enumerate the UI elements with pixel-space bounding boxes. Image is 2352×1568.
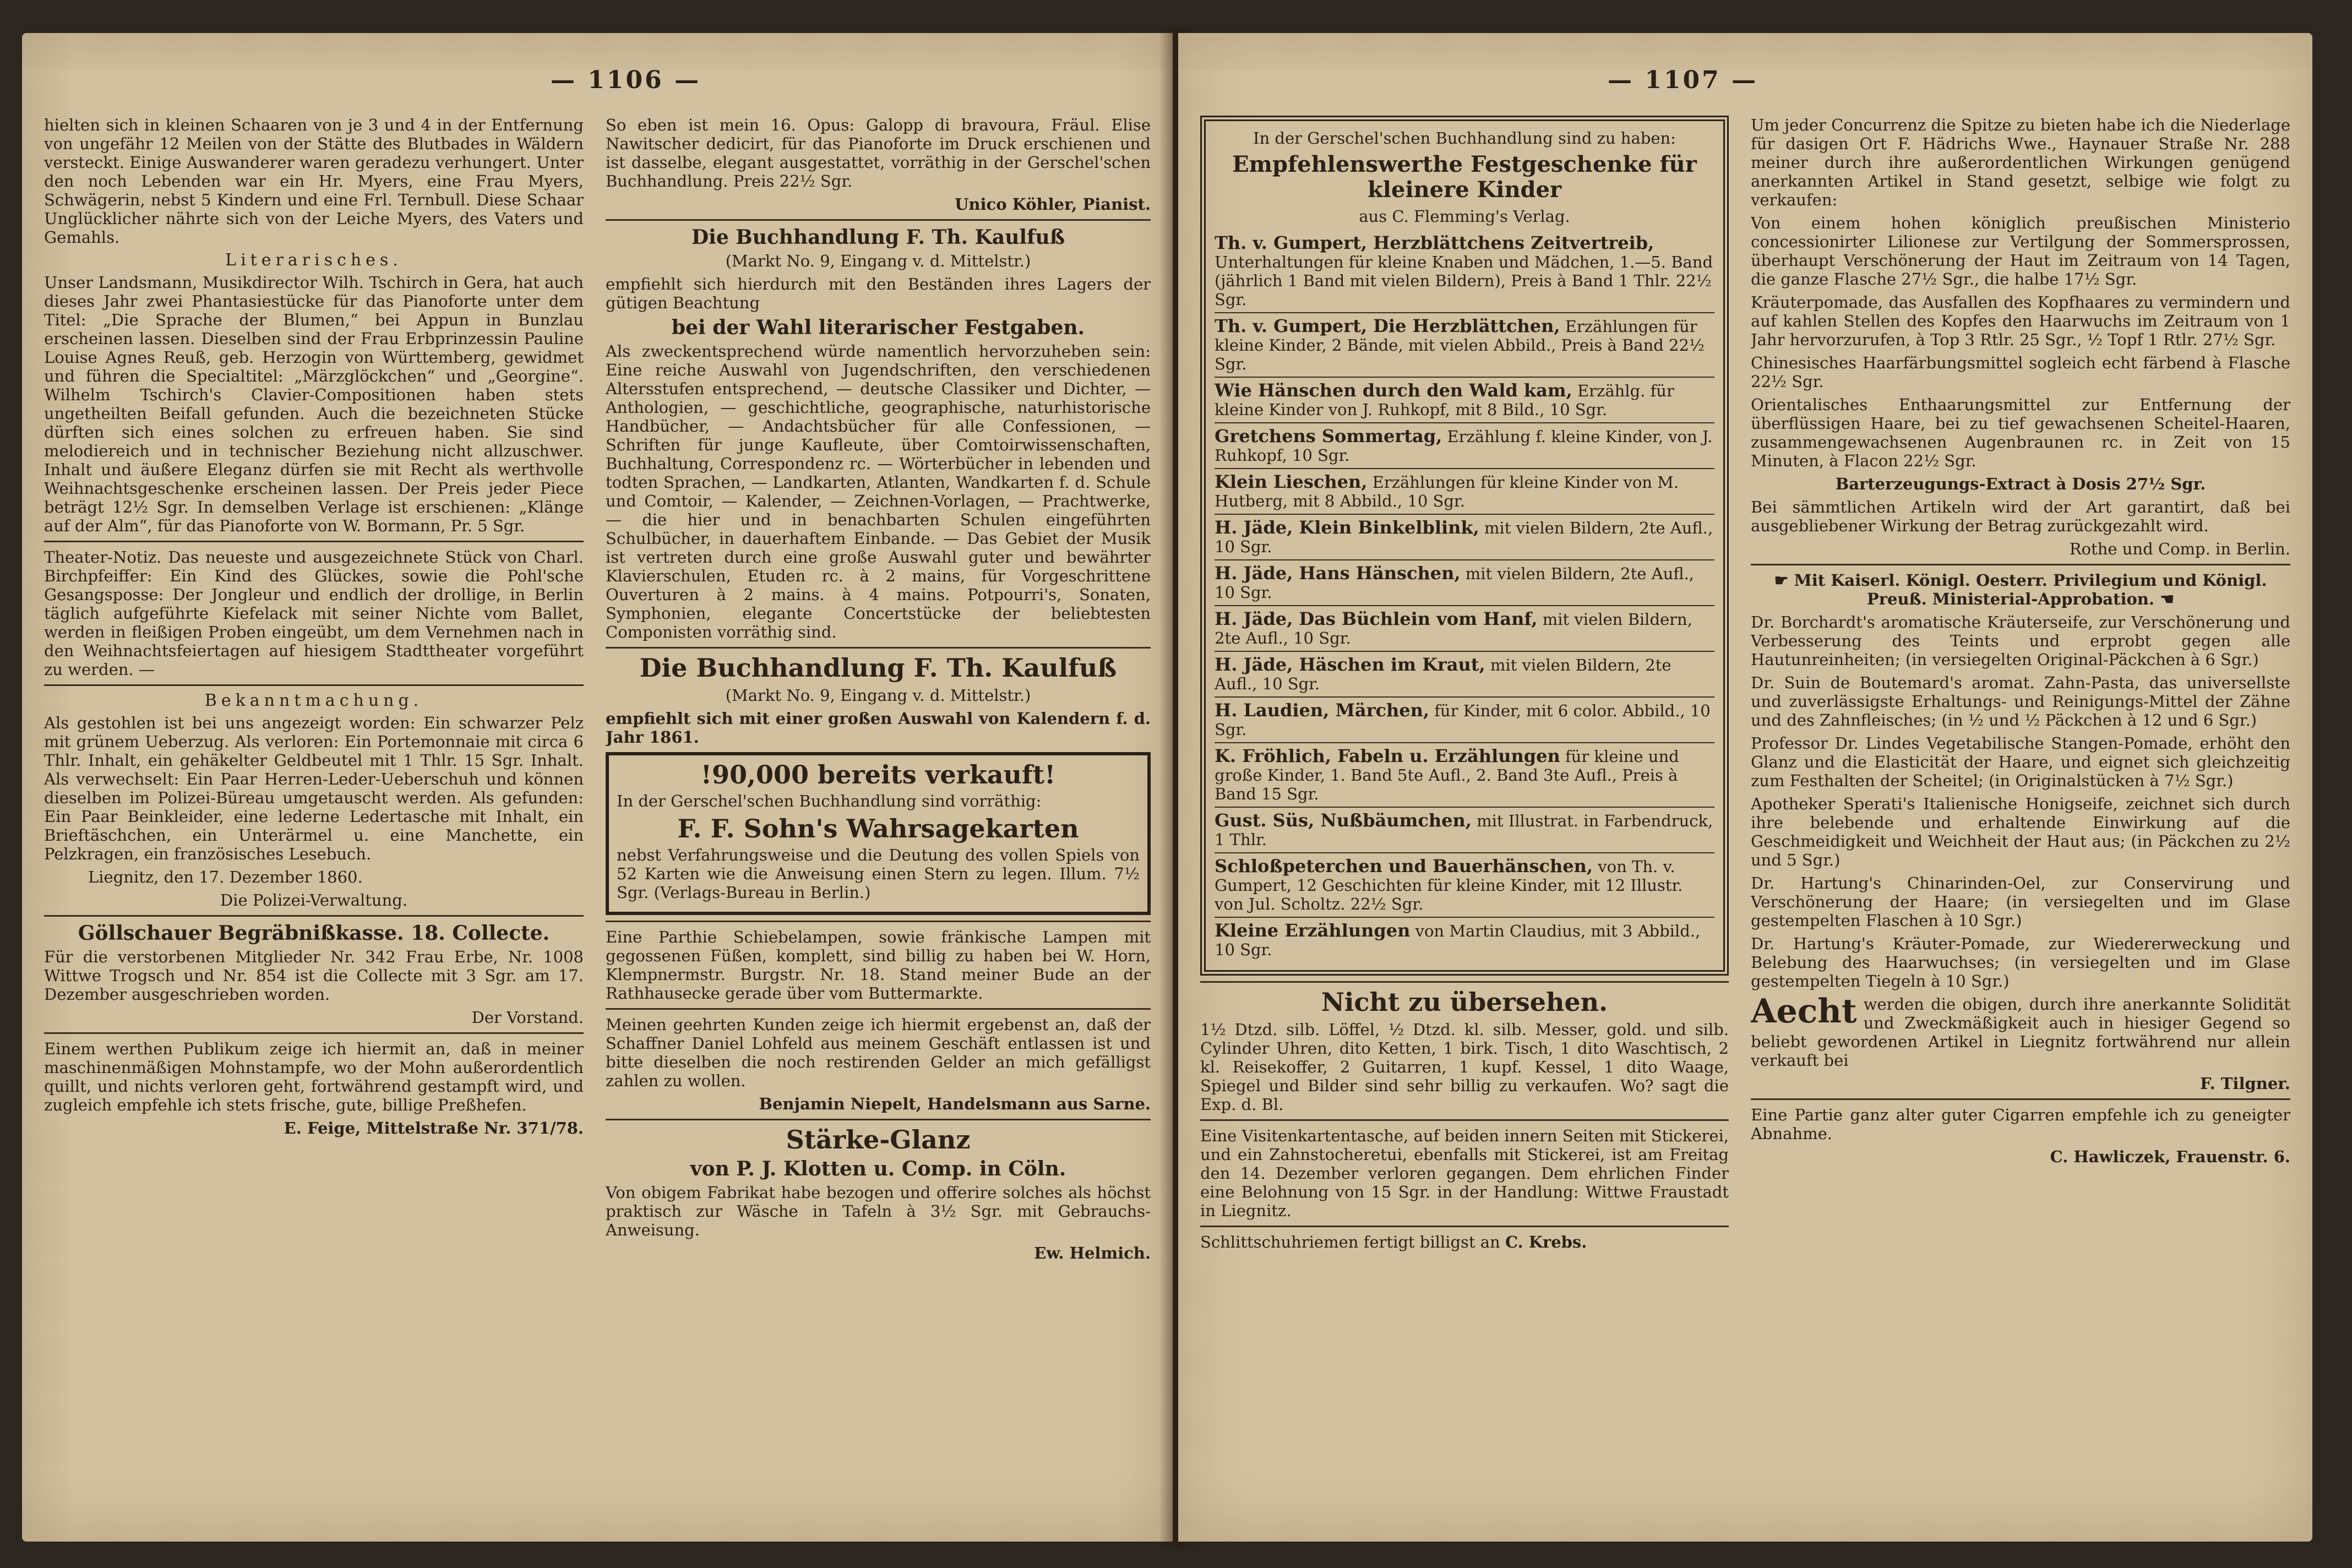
starch-subheading: von P. J. Klotten u. Comp. in Cöln. [690, 1157, 1066, 1180]
left-column-1 [44, 116, 584, 1520]
divider [1200, 1119, 1729, 1121]
divider [44, 915, 584, 917]
theater-notice: Theater-Notiz. Das neueste und ausgezeichnete Stück von Charl. Birchpfeiffer: Ein Kind des Glückes, sowie die Pohl'sche Gesangsposse: Der Jongleur und endlich der drollige, in Berlin täglich aufgeführte Kiefelack mit seiner Nichte vom Ballet, werden in fleißigen Proben eingeübt, um dem Vernehmen nach in den Weihnachtsfeiertagen auf hiesigem Stadttheater vorgeführt zu werden. — [44, 548, 584, 679]
honey-soap-ad: Apotheker Sperati's Italienische Honigseife, zeichnet sich durch ihre belebende und erhaltende Einwirkung auf die Geschmeidigkeit und Weichheit der Haut aus; (in Päckchen zu 2½ und 5 Sgr.) [1751, 794, 2290, 869]
niepelt-ad-signature: Benjamin Niepelt, Handelsmann aus Sarne. [759, 1095, 1151, 1113]
cosmetics-intro: Um jeder Concurrenz die Spitze zu bieten habe ich die Niederlage für dasigen Ort F. Hädrichs Wwe., Haynauer Straße Nr. 288 meiner durch ihre außerordentlichen Wirkungen genügend anerkannten Artikel in Stand gesetzt, selbige wie folgt zu verkaufen: [1751, 116, 2290, 209]
announcement-date: Liegnitz, den 17. Dezember 1860. [88, 868, 363, 886]
starch-signature: Ew. Helmich. [1034, 1244, 1151, 1262]
hartung-pomade-ad: Dr. Hartung's Kräuter-Pomade, zur Wiedererweckung und Belebung des Haarwuchses; (in versiegelten und im Glase gestempelten Tiegeln à 10 Sgr.) [1751, 934, 2290, 990]
kaulfuss-calendar-text: empfiehlt sich mit einer großen Auswahl von Kalendern f. d. Jahr 1861. [606, 709, 1151, 747]
list-item: H. Jäde, Hans Hänschen, mit vielen Bildern, 2te Aufl., 10 Sgr. [1215, 560, 1714, 606]
borchardt-soap-ad: Dr. Borchardt's aromatische Kräuterseife, zur Verschönerung und Verbesserung des Teints und erprobt gegen alle Hautunreinheiten; (in versiegelten Original-Päckchen à 6 Sgr.) [1751, 613, 2290, 669]
tooth-paste-ad: Dr. Suin de Boutemard's aromat. Zahn-Pasta, das universellste und zuverlässigste Erhaltungs- und Reinigungs-Mittel der Zähne und des Zahnfleisches; (in ½ und ½ Päckchen à 12 und 6 Sgr.) [1751, 673, 2290, 729]
kaulfuss-subheading: bei der Wahl literarischer Festgaben. [671, 316, 1085, 339]
fortune-cards-heading: !90,000 bereits verkauft! [700, 760, 1056, 790]
ad-publisher: aus C. Flemming's Verlag. [1359, 207, 1570, 226]
niepelt-ad-text: Meinen geehrten Kunden zeige ich hiermit ergebenst an, daß der Schaffner Daniel Lohfeld aus meinem Geschäft entlassen ist und bitte dieselben die noch restirenden Gelder an mich gefälligst zahlen zu wollen. [606, 1015, 1151, 1090]
list-item: H. Jäde, Klein Binkelblink, mit vielen Bildern, 2te Aufl., 10 Sgr. [1215, 515, 1714, 560]
not-to-miss-heading: Nicht zu übersehen. [1321, 987, 1608, 1017]
divider [606, 647, 1151, 649]
starch-text: Von obigem Fabrikat habe bezogen und offerire solches als höchst praktisch zur Wäsche in Tafeln à 3½ Sgr. mit Gebrauchs-Anweisung. [606, 1183, 1151, 1239]
list-item: H. Jäde, Das Büchlein vom Hanf, mit vielen Bildern, 2te Aufl., 10 Sgr. [1215, 606, 1714, 652]
list-item: H. Laudien, Märchen, für Kinder, mit 6 color. Abbild., 10 Sgr. [1215, 698, 1714, 743]
list-item: Kleine Erzählungen von Martin Claudius, mit 3 Abbild., 10 Sgr. [1215, 920, 1701, 959]
depilatory-ad: Orientalisches Enthaarungsmittel zur Entfernung der überflüssigen Haare, bei zu tief gewachsenen Scheitel-Haaren, zusammengewachsenen Augenbraunen rc. in Zeit von 15 Minuten, à Flacon 22½ Sgr. [1751, 395, 2290, 470]
divider [606, 1008, 1151, 1010]
hair-dye-ad: Chinesisches Haarfärbungsmittel sogleich echt färbend à Flasche 22½ Sgr. [1751, 353, 2290, 391]
list-item: Gust. Süs, Nußbäumchen, mit Illustrat. in Farbendruck, 1 Thlr. [1215, 808, 1714, 853]
divider [1200, 1226, 1729, 1227]
left-column-2 [606, 116, 1151, 1520]
kaulfuss-intro: empfiehlt sich hierdurch mit den Beständen ihres Lagers der gütigen Beachtung [606, 275, 1151, 312]
herb-pomade-ad: Kräuterpomade, das Ausfallen des Kopfhaares zu vermindern und auf kahlen Stellen des Kopfes den Haarwuchs im Zeitraum von 1 Jahr hervorzurufen, à Top 3 Rtlr. 25 Sgr., ½ Topf 1 Rtlr. 27½ Sgr. [1751, 293, 2290, 349]
announcement-text: Als gestohlen ist bei uns angezeigt worden: Ein schwarzer Pelz mit grünem Ueberzug. Als verloren: Ein Portemonnaie mit circa 6 Thlr. Inhalt, ein gehäkelter Geldbeutel mit 1 Thlr. 15 Sgr. Inhalt. Als verwechselt: Ein Paar Herren-Leder-Ueberschuh und können dieselben im Polizei-Büreau umgetauscht werden. Als gefunden: Ein Paar Beinkleider, eine lederne Ledertasche mit Inhalt, ein Brieftäschchen, ein Unterärmel u. eine Manchette, ein Pelzkragen, ein französisches Lesebuch. [44, 714, 584, 863]
lost-case-text: Eine Visitenkartentasche, auf beiden innern Seiten mit Stickerei, und ein Zahnstocheretui, ebenfalls mit Stickerei, ist am Freitag den 14. Dezember verloren gegangen. Dem ehrlichen Finder eine Belohnung von 15 Sgr. in der Handlung: Wittwe Fraustadt in Liegnitz. [1200, 1126, 1729, 1220]
aecht-notice: Aecht werden die obigen, durch ihre anerkannte Solidität und Zweckmäßigkeit auch in hiesiger Gegend so beliebt gewordenen Artikel in Liegnitz fortwährend nur allein verkauft bei [1751, 992, 2290, 1070]
list-item: H. Jäde, Häschen im Kraut, mit vielen Bildern, 2te Aufl., 10 Sgr. [1215, 652, 1714, 698]
krebs-ad: Schlittschuhriemen fertigt billigst an C. Krebs. [1200, 1233, 1587, 1251]
fortune-cards-text: nebst Verfahrungsweise und die Deutung des vollen Spiels von 52 Karten wie die Anweisung einen Stern zu legen. Illum. 7½ Sgr. (Verlags-Bureau in Berlin.) [617, 846, 1140, 902]
literary-text: Unser Landsmann, Musikdirector Wilh. Tschirch in Gera, hat auch dieses Jahr zwei Phantasiestücke für das Pianoforte unter dem Titel: „Die Sprache der Blumen,“ bei Appun in Bunzlau erscheinen lassen. Dieselben sind der Frau Erbprinzessin Pauline Louise Agnes Reuß, geb. Herzogin von Württemberg, gewidmet und führen die Specialtitel: „Märzglöckchen“ und „Georgine“. Wilhelm Tschirch's Clavier-Compositionen haben stets ungetheilten Beifall gefunden. Auch die bezeichneten Stücke dürften sich eines solchen zu erfreuen haben. Sie sind melodiereich und in technischer Beziehung nicht allzuschwer. Inhalt und äußere Eleganz dürfen sie mit Recht als werthvolle Weihnachtsgeschenke erscheinen lassen. Der Preis jeder Piece beträgt 12½ Sgr. In demselben Verlage ist erschienen: „Klänge auf der Alm“, für das Pianoforte von W. Bormann, Pr. 5 Sgr. [44, 273, 584, 535]
cigar-ad-signature: C. Hawliczek, Frauenstr. 6. [2050, 1147, 2290, 1166]
kaulfuss-heading: Die Buchhandlung F. Th. Kaulfuß [691, 226, 1065, 249]
right-page [1178, 33, 2312, 1542]
list-item: Gretchens Sommertag, Erzählung f. kleine Kinder, von J. Ruhkopf, 10 Sgr. [1215, 423, 1714, 469]
koehler-ad-text: So eben ist mein 16. Opus: Galopp di bravoura, Fräul. Elise Nawitscher dedicirt, für das Pianoforte im Druck erschienen und ist dasselbe, elegant ausgestattet, vorräthig in der Gerschel'schen Buchhandlung. Preis 22½ Sgr. [606, 116, 1151, 190]
emigrant-report: hielten sich in kleinen Schaaren von je 3 und 4 in der Entfernung von ungefähr 12 Meilen von der Stätte des Blutbades in Wäldern versteckt. Einige Auswanderer waren geradezu verhungert. Unter den noch Lebenden war ein Hr. Myers, eine Frau Myers, Schwägerin, nebst 5 Kindern und eine Frl. Ternbull. Diese Schaar Unglücklicher nährte sich von der Leiche Myers, des Vaters und Gemahls. [44, 116, 584, 247]
divider [606, 219, 1151, 221]
china-oil-ad: Dr. Hartung's Chinarinden-Oel, zur Conservirung und Verschönerung der Haare; (in versiegelten und im Glase gestempelten Flaschen à 10 Sgr.) [1751, 874, 2290, 930]
burial-fund-signature: Der Vorstand. [471, 1008, 584, 1027]
fortune-cards-ad [606, 752, 1151, 915]
divider [1200, 981, 1729, 983]
divider [1751, 564, 2290, 565]
announcement-signature: Die Polizei-Verwaltung. [220, 891, 408, 910]
list-item: Klein Lieschen, Erzählungen für kleine Kinder von M. Hutberg, mit 8 Abbild., 10 Sgr. [1215, 469, 1714, 515]
not-to-miss-text: 1½ Dtzd. silb. Löffel, ½ Dtzd. kl. silb. Messer, gold. und silb. Cylinder Uhren, dito Ketten, 1 birk. Tisch, 1 dito Waschtisch, 2 kl. Reisekoffer, 2 Guitarren, 1 kupf. Kessel, 1 dito Waage, Spiegel und Bilder sind sehr billig zu verkaufen. Wo? sagt die Exp. d. Bl. [1200, 1020, 1729, 1114]
kaulfuss-calendar-heading: Die Buchhandlung F. Th. Kaulfuß [639, 653, 1117, 683]
ad-intro: In der Gerschel'schen Buchhandlung sind zu haben: [1253, 129, 1676, 148]
beard-extract-ad: Barterzeugungs-Extract à Dosis 27½ Sgr. [1835, 475, 2206, 493]
announcement-heading: Bekanntmachung. [204, 691, 423, 710]
children-books-ad [1200, 116, 1729, 976]
left-page [22, 33, 1173, 1542]
page-number: — 1107 — [1608, 66, 1758, 94]
cigar-ad-text: Eine Partie ganz alter guter Cigarren empfehle ich zu geneigter Abnahme. [1751, 1106, 2290, 1143]
feige-ad-signature: E. Feige, Mittelstraße Nr. 371/78. [284, 1119, 584, 1137]
kaulfuss-calendar-address: (Markt No. 9, Eingang v. d. Mittelstr.) [725, 686, 1031, 705]
divider [606, 921, 1151, 922]
guarantee-text: Bei sämmtlichen Artikeln wird der Art garantirt, daß bei ausgebliebener Wirkung der Betrag zurückgezahlt wird. [1751, 498, 2290, 535]
right-column-2 [1751, 116, 2290, 1520]
feige-ad-text: Einem werthen Publikum zeige ich hiermit an, daß in meiner maschinenmäßigen Mohnstampfe, wo der Mohn außerordentlich quillt, und nichts verloren geht, fortwährend gestampft wird, und zugleich empfehle ich stets frische, gute, billige Preßhefen. [44, 1039, 584, 1114]
aecht-word: Aecht [1751, 992, 1857, 1031]
guarantee-signature: Rothe und Comp. in Berlin. [2069, 540, 2290, 558]
tilgner-signature: F. Tilgner. [2199, 1074, 2290, 1093]
list-item: Th. v. Gumpert, Die Herzblättchen, Erzählungen für kleine Kinder, 2 Bände, mit vielen Abbild., Preis à Band 22½ Sgr. [1215, 313, 1714, 378]
divider [606, 1119, 1151, 1120]
list-item: Th. v. Gumpert, Herzblättchens Zeitvertreib, Unterhaltungen für kleine Knaben und Mädchen, 1.—5. Band (jährlich 1 Band mit vielen Bildern), Preis à Band 1 Thlr. 22½ Sgr. [1215, 230, 1714, 313]
lilionese-ad: Von einem hohen königlich preußischen Ministerio concessionirter Lilionese zur Vertilgung der Sommersprossen, überhaupt Verschönerung der Haut im Zeitraum von 14 Tagen, die ganze Flasche 27½ Sgr., die halbe 17½ Sgr. [1751, 214, 2290, 288]
starch-heading: Stärke-Glanz [786, 1125, 971, 1155]
privilege-banner: ☛ Mit Kaiserl. Königl. Oesterr. Privilegium und Königl. Preuß. Ministerial-Approbation. ☚ [1774, 571, 2267, 608]
kaulfuss-address: (Markt No. 9, Eingang v. d. Mittelstr.) [725, 252, 1031, 270]
burial-fund-heading: Göllschauer Begräbnißkasse. 18. Collecte. [78, 922, 550, 945]
right-column-1 [1200, 116, 1729, 1520]
list-item: Wie Hänschen durch den Wald kam, Erzählg. für kleine Kinder von J. Ruhkopf, mit 8 Bild., 10 Sgr. [1215, 378, 1714, 423]
horn-ad-text: Eine Parthie Schiebelampen, sowie fränkische Lampen mit gegossenen Füßen, komplett, sind billig zu haben bei W. Horn, Klempnermstr. Burgstr. Nr. 18. Stand meiner Bude an der Rathhausecke gerade über vom Buttermarkte. [606, 928, 1151, 1003]
lindes-pomade-ad: Professor Dr. Lindes Vegetabilische Stangen-Pomade, erhöht den Glanz und die Elasticität der Haare, und eignet sich gleichzeitig zum Festhalten der Scheitel; (in Originalstücken à 7½ Sgr.) [1751, 734, 2290, 790]
literary-heading: Literarisches. [225, 251, 402, 270]
divider [44, 1032, 584, 1034]
fortune-cards-line: In der Gerschel'schen Buchhandlung sind vorräthig: [617, 792, 1042, 810]
fortune-cards-title: F. F. Sohn's Wahrsagekarten [677, 814, 1079, 843]
list-item: Schloßpeterchen und Bauerhänschen, von Th. v. Gumpert, 12 Geschichten für kleine Kinder, mit 12 Illustr. von Jul. Scholtz. 22½ Sgr. [1215, 853, 1714, 918]
divider [44, 684, 584, 686]
burial-fund-text: Für die verstorbenen Mitglieder Nr. 342 Frau Erbe, Nr. 1008 Wittwe Trogsch und Nr. 854 ist die Collecte mit 3 Sgr. am 17. Dezember ausgeschrieben worden. [44, 948, 584, 1004]
page-number: — 1106 — [551, 66, 701, 94]
kaulfuss-list: Als zweckentsprechend würde namentlich hervorzuheben sein: Eine reiche Auswahl von Jugendschriften, den verschiedenen Altersstufen entsprechend, — deutsche Classiker und Dichter, — Anthologien, — geschichtliche, geographische, naturhistorische Handbücher, — Andachtsbücher für alle Confessionen, — Schriften für junge Kaufleute, über Comtoirwissenschaften, Buchhaltung, Correspondenz rc. — Wörterbücher in lebenden und todten Sprachen, — Landkarten, Atlanten, Wandkarten f. d. Schule und Comtoir, — Kalender, — Zeichnen-Vorlagen, — Prachtwerke, — die hier und in benachbarten Schulen eingeführten Schulbücher, in dauerhaftem Einbande. — Das Gebiet der Musik ist vertreten durch eine große Auswahl guter und bewährter Klavierschulen, Etuden rc. à 2 mains, für Vorgeschrittene Ouverturen à 2 mains. à 4 mains. Potpourri's, Sonaten, Symphonien, elegante Concertstücke der beliebtesten Componisten vorräthig sind. [606, 342, 1151, 641]
ad-heading: Empfehlenswerthe Festgeschenke für kleinere Kinder [1232, 151, 1697, 203]
koehler-ad-signature: Unico Köhler, Pianist. [955, 195, 1151, 214]
divider [44, 541, 584, 542]
list-item: K. Fröhlich, Fabeln u. Erzählungen für kleine und große Kinder, 1. Band 5te Aufl., 2. Band 3te Aufl., Preis à Band 15 Sgr. [1215, 743, 1714, 808]
divider [1751, 1098, 2290, 1100]
